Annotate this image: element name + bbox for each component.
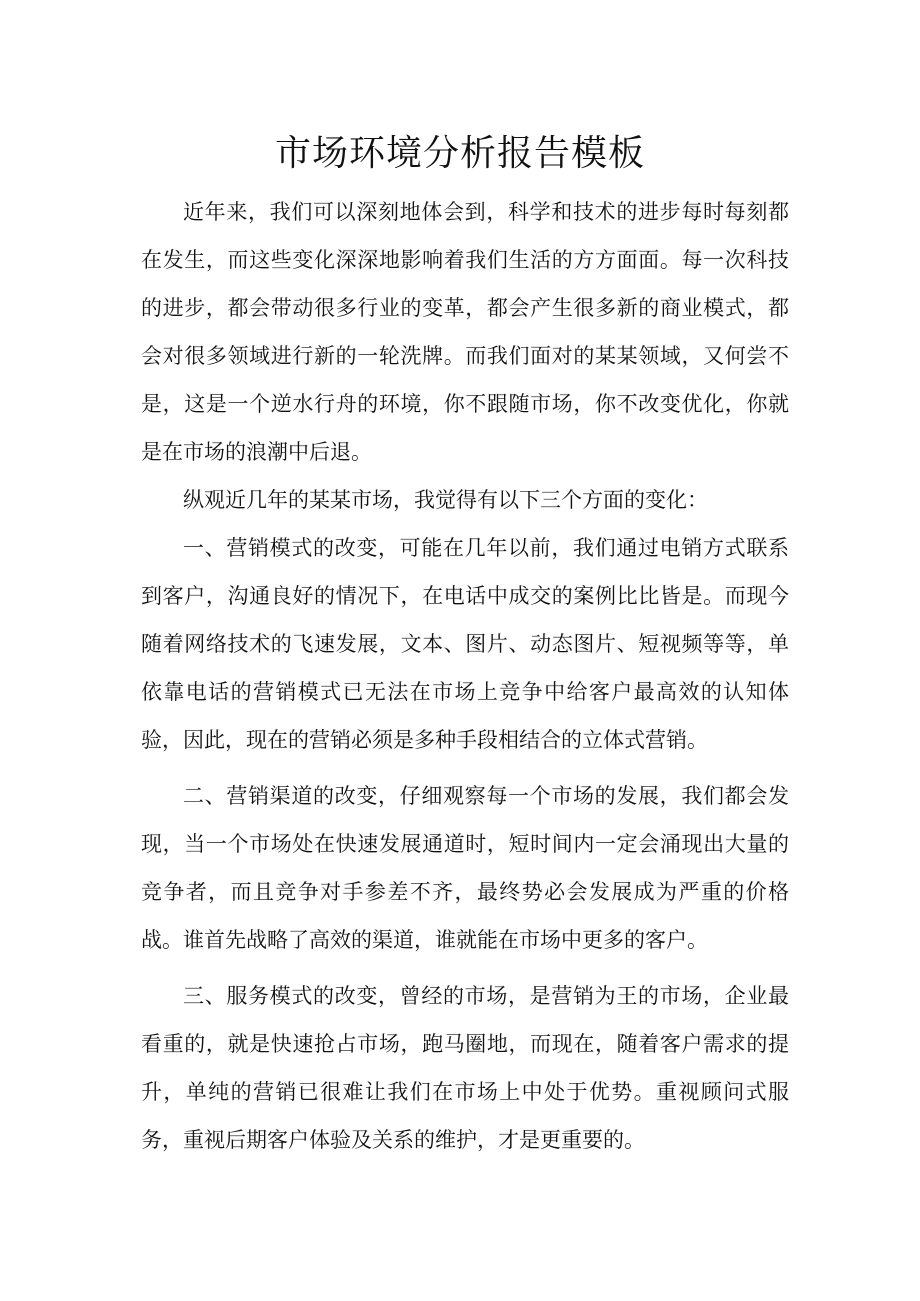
- document-title: 市场环境分析报告模板: [274, 133, 645, 174]
- paragraph-point-one: 一、营销模式的改变，可能在几年以前，我们通过电销方式联系到客户，沟通良好的情况下，在电话中成交的案例比比皆是。而现今随着网络技术的飞速发展，文本、图片、动态图片、短视频等等，单依靠电话的营销模式已无法在市场上竞争中给客户最高效的认知体验，因此，现在的营销必须是多种手段相结合的立体式营销。: [141, 536, 789, 752]
- paragraph-point-two: 二、营销渠道的改变，仔细观察每一个市场的发展，我们都会发现，当一个市场处在快速发展通道时，短时间内一定会涌现出大量的竞争者，而且竞争对手参差不齐，最终势必会发展成为严重的价格战。谁首先战略了高效的渠道，谁就能在市场中更多的客户。: [141, 784, 789, 952]
- paragraph-point-three: 三、服务模式的改变，曾经的市场，是营销为王的市场，企业最看重的，就是快速抢占市场，跑马圈地，而现在，随着客户需求的提升，单纯的营销已很难让我们在市场上中处于优势。重视顾问式服务，重视后期客户体验及关系的维护，才是更重要的。: [141, 984, 789, 1152]
- paragraph-overview: 纵观近几年的某某市场，我觉得有以下三个方面的变化：: [183, 488, 708, 512]
- paragraph-intro: 近年来，我们可以深刻地体会到，科学和技术的进步每时每刻都在发生，而这些变化深深地影响着我们生活的方方面面。每一次科技的进步，都会带动很多行业的变革，都会产生很多新的商业模式，都会对很多领域进行新的一轮洗牌。而我们面对的某某领域，又何尝不是，这是一个逆水行舟的环境，你不跟随市场，你不改变优化，你就是在市场的浪潮中后退。: [141, 200, 789, 464]
- document-body: [141, 188, 789, 1164]
